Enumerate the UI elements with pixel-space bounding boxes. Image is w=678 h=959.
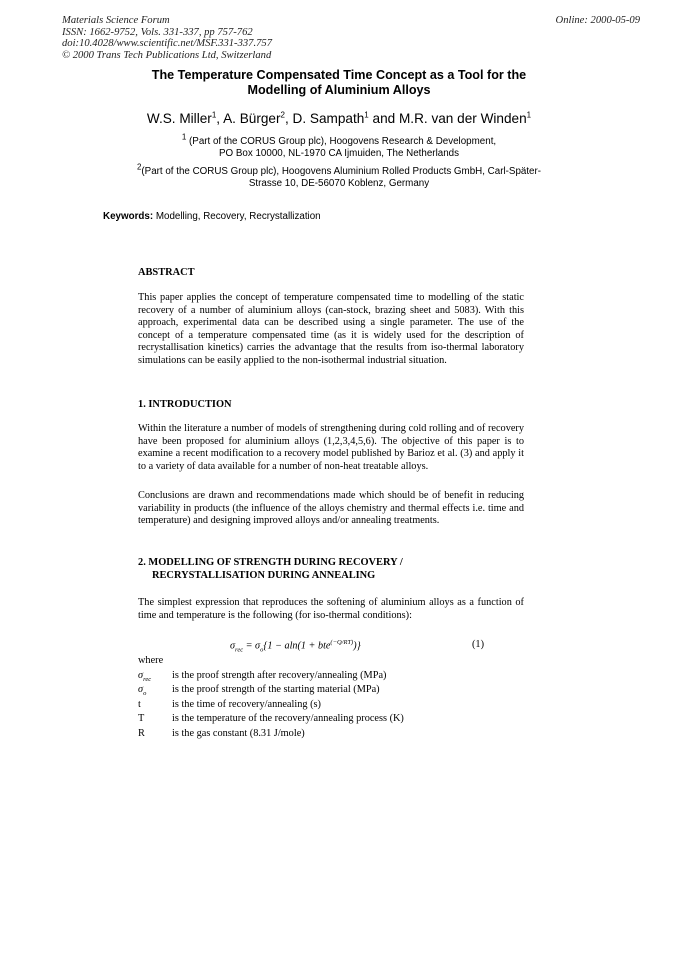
- author-separator: ,: [284, 111, 293, 126]
- journal-name: Materials Science Forum: [62, 15, 170, 26]
- equation-1: $\sigma_{rec} = \sigma_o\{1 - aln(1 + bte^{(-Q/RT)})\}$: [230, 639, 361, 654]
- author-separator: and: [368, 111, 399, 126]
- keywords: [103, 211, 321, 222]
- author-affiliation-sup: 1: [526, 110, 532, 120]
- symbol: [138, 728, 145, 739]
- equation-number: (1): [472, 639, 485, 650]
- symbol-base: σ: [138, 670, 144, 681]
- section-2-heading: [138, 556, 403, 582]
- where-label: where: [138, 655, 164, 666]
- affiliation-1-sup: 1: [181, 132, 187, 142]
- symbol-definition: is the proof strength of the starting material (MPa): [172, 684, 380, 696]
- journal-header: [62, 15, 272, 61]
- symbol: [138, 670, 151, 683]
- affiliation-2-sup: 2: [136, 162, 142, 172]
- affiliation-1-line-1: (Part of the CORUS Group plc), Hoogovens Research & Development,: [189, 136, 497, 147]
- symbol-subscript: o: [143, 690, 147, 698]
- issn-line: ISSN: 1662-9752, Vols. 331-337, pp 757-762: [62, 26, 253, 38]
- symbol-definition: is the time of recovery/annealing (s): [172, 698, 321, 710]
- abstract-text: This paper applies the concept of temperature compensated time to modelling of the static recovery of a number of aluminium alloys (can-stock, brazing sheet and 5083). With this approach, experimental data can be described using a single parameter. The use of the concept of a temperature compensated time (as it is widely used for the description of recrystallisation kinetics) carries the advantage that the results from iso-thermal laboratory simulations can be easily applied to the non-isothermal industrial situation.: [138, 292, 524, 366]
- section-1-heading: 1. INTRODUCTION: [138, 399, 232, 410]
- symbol: [138, 699, 141, 710]
- title-line-1: The Temperature Compensated Time Concept as a Tool for the: [151, 68, 527, 82]
- author-affiliation-sup: 1: [211, 110, 217, 120]
- author-separator: ,: [216, 111, 224, 126]
- affiliation-1-line-2: PO Box 10000, NL-1970 CA Ijmuiden, The Netherlands: [219, 148, 459, 160]
- keywords-text: Modelling, Recovery, Recrystallization: [155, 211, 321, 222]
- title-line-2: Modelling of Aluminium Alloys: [247, 83, 431, 97]
- symbol-definition: is the gas constant (8.31 J/mole): [172, 727, 305, 739]
- symbol-row: [138, 713, 538, 727]
- affiliation-1: [0, 132, 678, 161]
- doi-line: doi:10.4028/www.scientific.net/MSF.331-337.757: [62, 38, 272, 50]
- author-affiliation-sup: 1: [364, 110, 369, 120]
- symbol-base: T: [138, 713, 145, 725]
- affiliation-2-line-2: Strasse 10, DE-56070 Koblenz, Germany: [248, 178, 430, 190]
- author-name: A. Bürger: [223, 111, 281, 126]
- symbol: [138, 713, 144, 724]
- symbol-row: [138, 670, 538, 684]
- author-name: W.S. Miller: [146, 111, 212, 126]
- symbol-base: t: [138, 698, 141, 710]
- copyright-line: © 2000 Trans Tech Publications Ltd, Switzerland: [62, 49, 272, 61]
- symbol: [138, 684, 146, 697]
- section-1-para-1: Within the literature a number of models of strengthening during cold rolling and of recovery have been proposed for aluminium alloys (1,2,3,4,5,6). The objective of this paper is to examine a recent modification to a recovery model published by Barioz et al. (3) and apply it to a variety of data available for a number of non-heat treatable alloys.: [138, 423, 524, 472]
- author-name: D. Sampath: [292, 111, 365, 126]
- symbol-definition: is the temperature of the recovery/annealing process (K): [172, 713, 404, 725]
- online-date: Online: 2000-05-09: [555, 15, 640, 26]
- author-list: [0, 111, 678, 126]
- symbol-definition: is the proof strength after recovery/annealing (MPa): [172, 670, 387, 681]
- affiliation-2: [0, 162, 678, 191]
- symbol-row: [138, 728, 538, 742]
- author-name: M.R. van der Winden: [398, 111, 527, 126]
- symbol-row: [138, 684, 538, 698]
- symbol-base: σ: [138, 684, 144, 696]
- affiliation-2-line-1: (Part of the CORUS Group plc), Hoogovens Aluminium Rolled Products GmbH, Carl-Später-: [141, 166, 542, 177]
- section-2-heading-line-1: 2. MODELLING OF STRENGTH DURING RECOVERY /: [138, 557, 403, 568]
- author-affiliation-sup: 2: [280, 110, 285, 120]
- paper-title: [0, 68, 678, 98]
- symbol-base: R: [138, 727, 145, 739]
- keywords-label: Keywords:: [103, 211, 154, 222]
- symbol-subscript: rec: [143, 676, 152, 684]
- section-1-para-2: Conclusions are drawn and recommendations made which should be of benefit in reducing variability in products (the influence of the alloys chemistry and thermal effects i.e. time and temperature) and designing improved alloys and/or annealing treatments.: [138, 490, 524, 527]
- symbol-row: [138, 699, 538, 713]
- section-2-para-1: The simplest expression that reproduces the softening of aluminium alloys as a function of time and temperature is the following (for iso-thermal conditions):: [138, 597, 524, 621]
- abstract-heading: ABSTRACT: [138, 267, 195, 278]
- symbol-definitions: [138, 670, 538, 742]
- section-2-heading-line-2: RECRYSTALLISATION DURING ANNEALING: [152, 570, 376, 581]
